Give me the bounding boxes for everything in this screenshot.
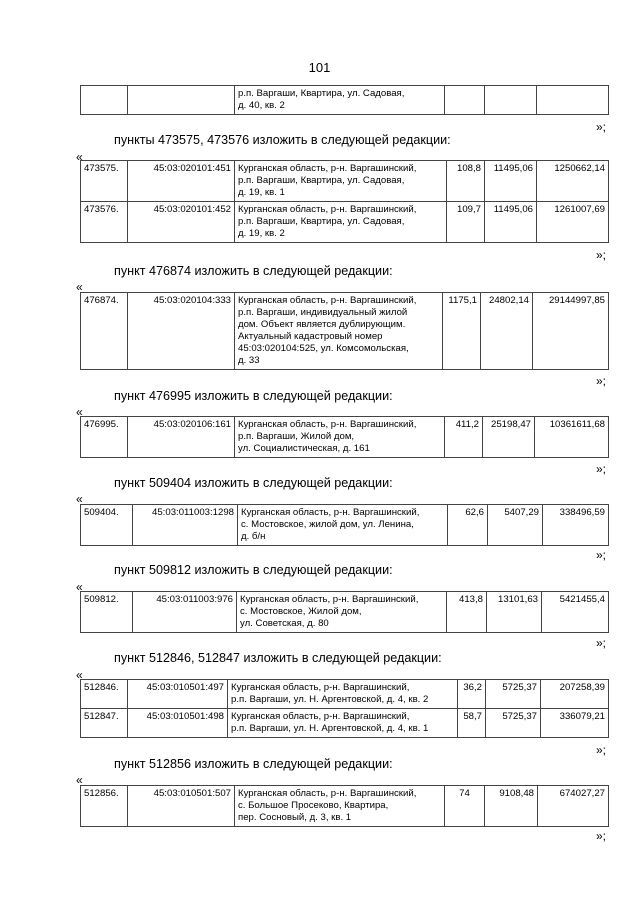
table-row (81, 417, 609, 458)
opening-quote: « (76, 773, 83, 787)
amendment-heading: пункт 476995 изложить в следующей редакции: (114, 389, 393, 403)
cadastral-number-cell: 45:03:010501:498 (128, 709, 228, 738)
address-cell: р.п. Варгаши, Квартира, ул. Садовая, д. 40, кв. 2 (235, 86, 445, 115)
unit-value-cell: 11495,06 (485, 161, 537, 202)
unit-value-cell: 24802,14 (481, 293, 533, 370)
table-row (81, 505, 609, 546)
cadastral-value-cell: 10361611,68 (535, 417, 609, 458)
cadastral-value-cell: 207258,39 (541, 680, 609, 709)
cadastral-number-cell: 45:03:020101:451 (128, 161, 235, 202)
table-row (81, 709, 609, 738)
closing-quote: »; (596, 462, 607, 476)
cadastral-value-cell: 1261007,69 (537, 202, 609, 243)
item-number-cell: 512847. (81, 709, 128, 738)
cadastral-number-cell: 45:03:011003:976 (133, 592, 237, 633)
cadastral-value-cell: 674027,27 (538, 786, 609, 827)
table-row (81, 680, 609, 709)
address-cell: Курганская область, р-н. Варгашинский, р.п. Варгаши, Квартира, ул. Садовая, д. 19, кв. 2 (235, 202, 447, 243)
item-number-cell: 476995. (81, 417, 128, 458)
unit-value-cell: 5725,37 (486, 709, 541, 738)
area-cell: 413,8 (447, 592, 487, 633)
cadastral-value-cell: 1250662,14 (537, 161, 609, 202)
register-table (80, 160, 609, 243)
register-table (80, 292, 609, 370)
address-cell: Курганская область, р-н. Варгашинский, р.п. Варгаши, ул. Н. Аргентовской, д. 4, кв. 2 (228, 680, 458, 709)
table-row (81, 592, 609, 633)
area-cell: 109,7 (447, 202, 485, 243)
area-cell: 108,8 (447, 161, 485, 202)
table-row (81, 293, 609, 370)
unit-value-cell: 11495,06 (485, 202, 537, 243)
cadastral-value-cell: 336079,21 (541, 709, 609, 738)
address-cell: Курганская область, р-н. Варгашинский, с. Большое Просеково, Квартира, пер. Сосновый, д. 3, кв. 1 (235, 786, 445, 827)
amendment-heading: пункт 509812 изложить в следующей редакции: (114, 563, 393, 577)
area-cell: 411,2 (445, 417, 483, 458)
amendment-heading: пункт 512846, 512847 изложить в следующей редакции: (114, 651, 442, 665)
item-number-cell: 509812. (81, 592, 133, 633)
unit-value-cell: 9108,48 (485, 786, 538, 827)
item-number-cell: 512856. (81, 786, 128, 827)
cadastral-number-cell: 45:03:011003:1298 (133, 505, 238, 546)
unit-value-cell: 5407,29 (488, 505, 543, 546)
amendment-heading: пункты 473575, 473576 изложить в следующей редакции: (114, 133, 451, 147)
page-number: 101 (308, 60, 331, 75)
register-table (80, 504, 609, 546)
item-number-cell: 512846. (81, 680, 128, 709)
unit-value-cell: 5725,37 (486, 680, 541, 709)
area-cell (445, 86, 485, 115)
closing-quote: »; (596, 829, 607, 843)
closing-quote: »; (596, 548, 607, 562)
opening-quote: « (76, 668, 83, 682)
table-row (81, 161, 609, 202)
closing-quote: »; (596, 374, 607, 388)
register-table (80, 679, 609, 738)
cadastral-value-cell: 5421455,4 (542, 592, 609, 633)
register-table (80, 416, 609, 458)
closing-quote: »; (596, 120, 607, 134)
cadastral-number-cell: 45:03:010501:507 (128, 786, 235, 827)
area-cell: 74 (445, 786, 485, 827)
table-row (81, 202, 609, 243)
opening-quote: « (76, 280, 83, 294)
cadastral-number-cell: 45:03:010501:497 (128, 680, 228, 709)
cadastral-number-cell: 45:03:020106:161 (128, 417, 235, 458)
address-cell: Курганская область, р-н. Варгашинский, р.п. Варгаши, Квартира, ул. Садовая, д. 19, кв. 1 (235, 161, 447, 202)
area-cell: 1175,1 (443, 293, 481, 370)
item-number-cell: 509404. (81, 505, 133, 546)
area-cell: 62,6 (448, 505, 488, 546)
cadastral-value-cell (537, 86, 609, 115)
address-cell: Курганская область, р-н. Варгашинский, с. Мостовское, жилой дом, ул. Ленина, д. б/н (238, 505, 448, 546)
item-number-cell: 476874. (81, 293, 128, 370)
opening-quote: « (76, 492, 83, 506)
unit-value-cell: 25198,47 (483, 417, 535, 458)
address-cell: Курганская область, р-н. Варгашинский, р.п. Варгаши, индивидуальный жилой дом. Объект является дублирующим. Актуальный кадастровый номер 45:03:020104:525, ул. Комсомольская, д. 33 (235, 293, 443, 370)
cadastral-number-cell: 45:03:020101:452 (128, 202, 235, 243)
address-cell: Курганская область, р-н. Варгашинский, с. Мостовское, Жилой дом, ул. Советская, д. 80 (237, 592, 447, 633)
address-cell: Курганская область, р-н. Варгашинский, р.п. Варгаши, Жилой дом, ул. Социалистическая, д. 161 (235, 417, 445, 458)
area-cell: 36,2 (458, 680, 486, 709)
closing-quote: »; (596, 636, 607, 650)
table-row (81, 786, 609, 827)
cadastral-number-cell: 45:03:020104:333 (128, 293, 235, 370)
amendment-heading: пункт 476874 изложить в следующей редакции: (114, 264, 393, 278)
area-cell: 58,7 (458, 709, 486, 738)
item-number-cell: 473575. (81, 161, 128, 202)
closing-quote: »; (596, 248, 607, 262)
item-number-cell: 473576. (81, 202, 128, 243)
item-number-cell (81, 86, 128, 115)
unit-value-cell (485, 86, 537, 115)
table-row (81, 86, 609, 115)
opening-quote: « (76, 580, 83, 594)
amendment-heading: пункт 509404 изложить в следующей редакции: (114, 476, 393, 490)
cadastral-value-cell: 29144997,85 (533, 293, 609, 370)
register-table (80, 785, 609, 827)
closing-quote: »; (596, 743, 607, 757)
register-table-fragment (80, 85, 609, 115)
amendment-heading: пункт 512856 изложить в следующей редакции: (114, 757, 393, 771)
opening-quote: « (76, 150, 83, 164)
unit-value-cell: 13101,63 (487, 592, 542, 633)
register-table (80, 591, 609, 633)
address-cell: Курганская область, р-н. Варгашинский, р.п. Варгаши, ул. Н. Аргентовской, д. 4, кв. 1 (228, 709, 458, 738)
cadastral-number-cell (128, 86, 235, 115)
opening-quote: « (76, 405, 83, 419)
cadastral-value-cell: 338496,59 (543, 505, 609, 546)
